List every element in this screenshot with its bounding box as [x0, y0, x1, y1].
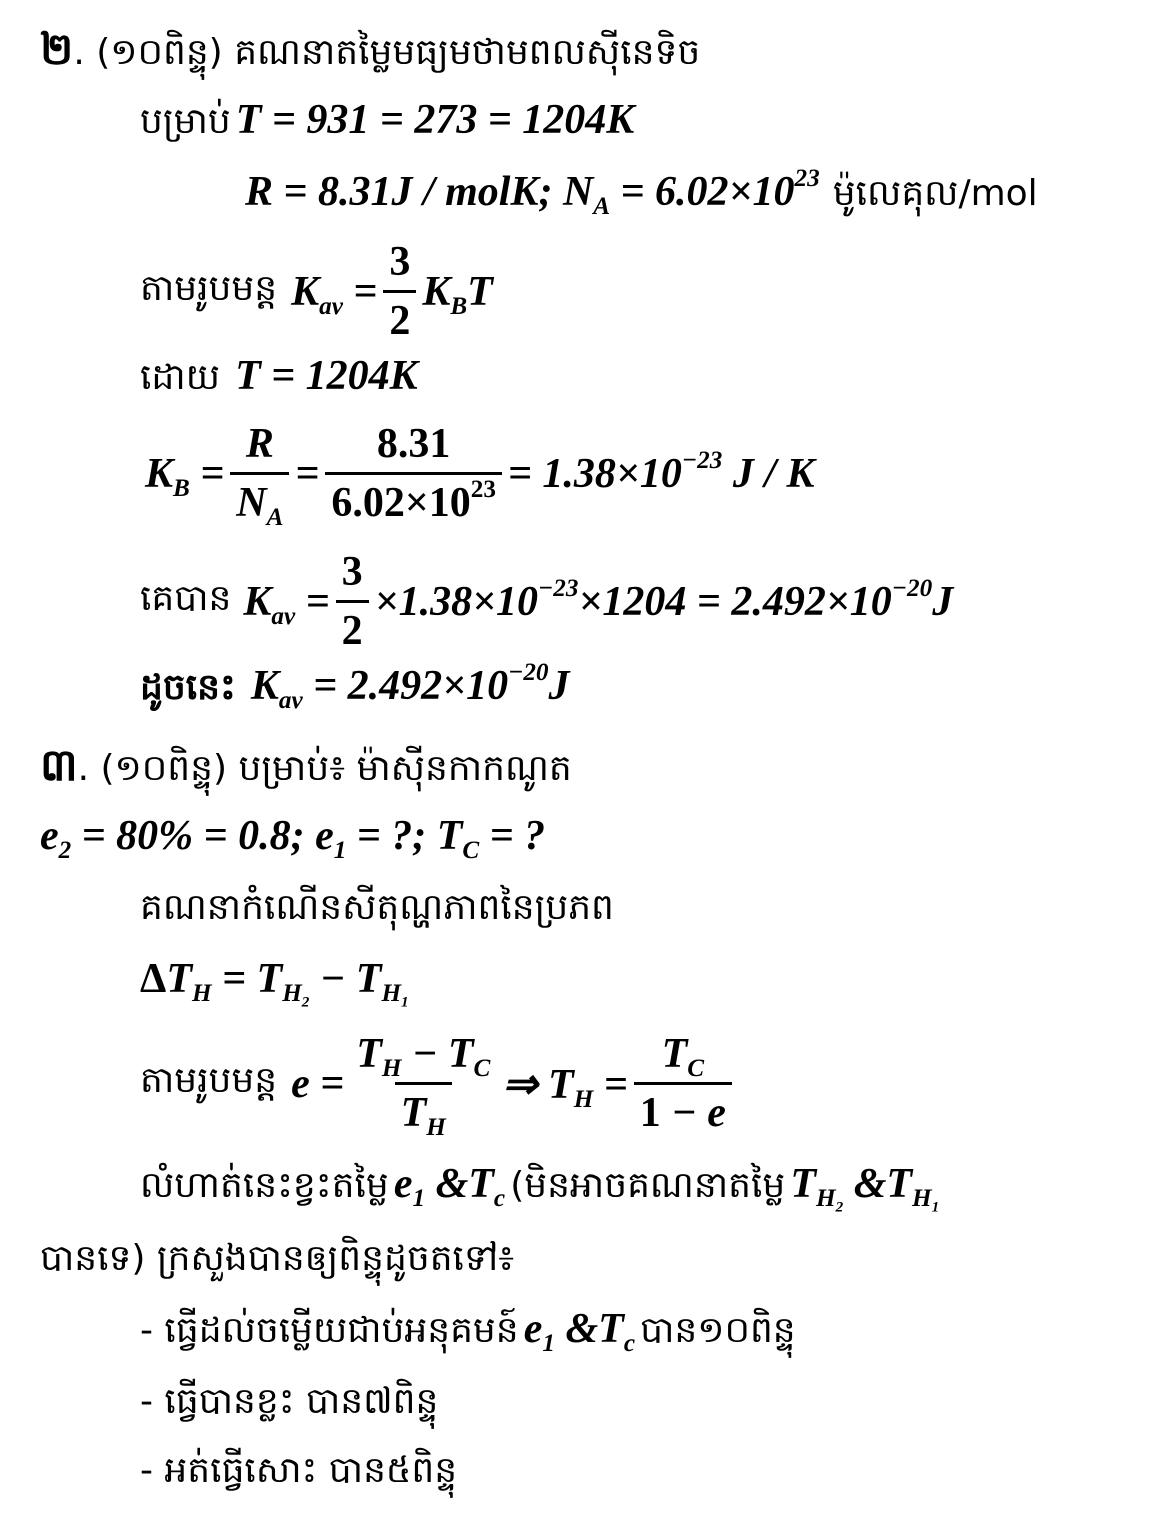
by-label: ដោយ: [140, 357, 220, 398]
given-equation-1: = 80% = 0.8; e: [81, 813, 334, 859]
efficiency-fraction: $\frac{T_H - T_C}{T_H}$: [356, 1031, 491, 1141]
avogadro-exponent: 23: [794, 165, 820, 193]
q3-given-text: បម្រាប់៖ ម៉ាស៊ីនកាកណូត: [238, 748, 572, 789]
gas-constant-equation: R = 8.31J / molK; N: [245, 169, 594, 215]
bullet-1-text: - ធ្វើដល់ចម្លើយជាប់អនុគមន៍: [140, 1310, 519, 1351]
by-temperature-row: [140, 352, 418, 407]
temperature-value: T = 1204K: [235, 353, 418, 399]
constants-row: [245, 165, 1038, 223]
get-label: គេបាន: [140, 578, 232, 619]
avogadro-unit: ម៉ូលេគុល/mol: [832, 173, 1038, 214]
bullet-3: - អត់ធ្វើសោះ បាន៥ពិន្ទុ: [140, 1450, 458, 1491]
th-fraction: $\frac{T_C}{1 - e}$: [634, 1030, 732, 1137]
note-text-1: លំហាត់នេះខ្វះតម្លៃ: [140, 1165, 389, 1206]
bullet-2: - ធ្វើបានខ្លះ បាន៧ពិន្ទុ: [140, 1381, 439, 1422]
kav-final-value: = 2.492×10: [313, 663, 509, 709]
avogadro-subscript: A: [593, 192, 611, 220]
efficiency-given-row: $e_2 = 80\% = 0.8$; $e_1$ = ?; $T_C$ = ?: [40, 813, 546, 864]
kav-exponent-1: −23: [538, 574, 579, 602]
temperature-equation: T = 931 = 273 = 1204K: [235, 97, 635, 143]
kav-product: ×1204 = 2.492×10: [578, 578, 892, 625]
q3-heading: [40, 738, 572, 802]
bullet-1-score: បាន១០ពិន្ទុ: [640, 1310, 796, 1351]
given-equation-2: = ?; T: [346, 813, 463, 859]
boltzmann-row: $K_B$ = $\frac{R}{N_A}$ = $\frac{8.31}{6.02\times 10^{23}}$ = $1.38\times 10^{-23}$ J / K: [145, 421, 815, 531]
note-row: លំហាត់នេះខ្វះតម្លៃ $e_1$ $\&T_c$ (មិនអាចគណនាតម្លៃ $T_{H_2}$ $\&T_{H_1}$: [140, 1161, 940, 1216]
boltzmann-unit: J / K: [732, 450, 815, 497]
kav-exponent-2: −20: [891, 574, 933, 602]
formula-label: តាមរូបមន្ត: [140, 268, 278, 309]
given-equation-3: = ?: [479, 813, 546, 859]
efficiency-formula-row: តាមរូបមន្ត e = $\frac{T_H - T_C}{T_H}$ ⇒ $T_H$ = $\frac{T_C}{1 - e}$: [140, 1030, 738, 1137]
q2-heading: [40, 22, 700, 86]
note-text-2: (មិនអាចគណនាតម្លៃ: [510, 1165, 786, 1206]
given-label: បម្រាប់: [140, 101, 231, 142]
boltzmann-exponent: −23: [681, 446, 723, 474]
kav-conclusion-row: ដូចនេះ $K_{av} = 2.492\times 10^{-20}J$: [140, 659, 570, 714]
note-text-3: បានទេ) ក្រសួងបានឲ្យពិន្ទុដូចតទៅ៖: [40, 1238, 515, 1279]
so-label: ដូចនេះ: [140, 667, 236, 708]
q2-points: . (១០ពិន្ទុ): [73, 32, 223, 73]
q2-number: ២: [40, 24, 74, 75]
delta-t-row: $\Delta T_H = T_{H_2} - T_{H_1}$: [140, 956, 409, 1011]
bullet-1: - ធ្វើដល់ចម្លើយជាប់អនុគមន៍ $e_1$ $\&T_c$ បាន១០ពិន្ទុ: [140, 1306, 796, 1357]
q3-points: . (១០ពិន្ទុ): [77, 748, 228, 789]
avogadro-value: = 6.02×10: [610, 169, 795, 215]
kav-final-exponent: −20: [508, 659, 549, 687]
calc-text: គណនាកំណើនសីតុណ្ហភាពនៃប្រភព: [140, 887, 614, 928]
numeric-fraction: $\frac{8.31}{6.02\times 10^{23}}$: [325, 420, 502, 527]
three-halves-fraction: $\frac{3}{2}$: [383, 238, 416, 345]
formula-label-2: តាមរូបមន្ត: [140, 1060, 278, 1101]
q2-given-row: [140, 96, 634, 151]
kav-calculation-row: គេបាន $K_{av}$ = $\frac{3}{2}$ $\times 1.38\times 10^{-23}\times 1204 = 2.492\times 10^{-20}J$: [140, 549, 954, 654]
q3-number: ៣: [40, 740, 78, 791]
r-over-na-fraction: $\frac{R}{N_A}$: [230, 420, 289, 527]
kav-factor: ×1.38×10: [374, 578, 539, 625]
boltzmann-result: = 1.38×10: [507, 450, 682, 497]
q2-title: គណនាតម្លៃមធ្យមថាមពលស៊ីនេទិច: [234, 32, 701, 73]
kav-formula-row: តាមរូបមន្ត $K_{av}$ = $\frac{3}{2}$ $K_BT$: [140, 239, 493, 344]
